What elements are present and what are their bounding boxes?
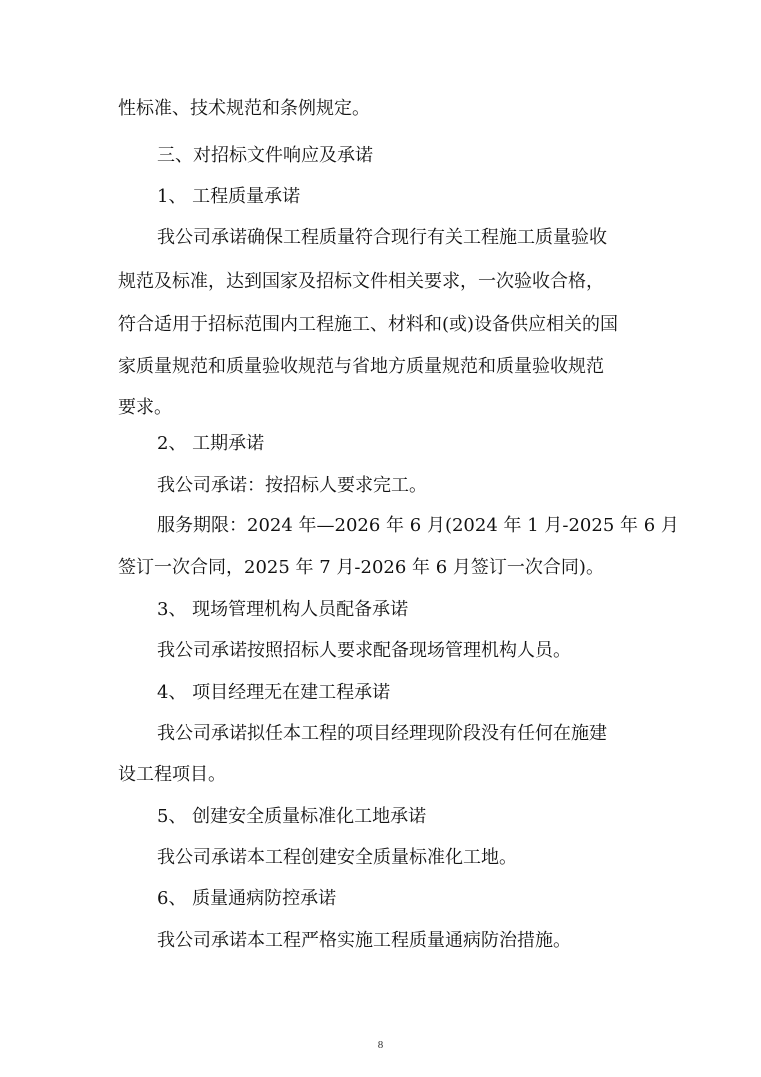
section-heading-bid-response: 三、对招标文件响应及承诺: [157, 145, 373, 166]
subheading-quality-defect-prevention-commitment: 6、 质量通病防控承诺: [157, 888, 337, 909]
body-text-line: 符合适用于招标范围内工程施工、材料和(或)设备供应相关的国: [118, 314, 619, 335]
subheading-schedule-commitment: 2、 工期承诺: [157, 433, 265, 454]
body-text-line: 家质量规范和质量验收规范与省地方质量规范和质量验收规范: [118, 356, 604, 377]
body-text-line: 设工程项目。: [118, 764, 226, 785]
page-number: 8: [377, 1039, 384, 1051]
body-text-line: 规范及标准，达到国家及招标文件相关要求，一次验收合格，: [118, 271, 604, 292]
body-text-line: 我公司承诺拟任本工程的项目经理现阶段没有任何在施建: [157, 723, 607, 744]
body-text-line: 我公司承诺按照招标人要求配备现场管理机构人员。: [157, 640, 571, 661]
service-period-line: 服务期限：2024 年—2026 年 6 月(2024 年 1 月-2025 年 6 月: [157, 515, 679, 536]
paragraph-continuation: 性标准、技术规范和条例规定。: [118, 98, 370, 119]
body-text-line: 我公司承诺本工程创建安全质量标准化工地。: [157, 847, 517, 868]
body-text-line: 我公司承诺：按招标人要求完工。: [157, 475, 427, 496]
subheading-safety-standardization-commitment: 5、 创建安全质量标准化工地承诺: [157, 806, 427, 827]
body-text-line: 我公司承诺确保工程质量符合现行有关工程施工质量验收: [157, 227, 607, 248]
body-text-line: 要求。: [118, 397, 172, 418]
body-text-line: 我公司承诺本工程严格实施工程质量通病防治措施。: [157, 930, 571, 951]
service-period-continuation: 签订一次合同，2025 年 7 月-2026 年 6 月签订一次合同)。: [118, 557, 604, 578]
subheading-project-manager-commitment: 4、 项目经理无在建工程承诺: [157, 682, 391, 703]
subheading-quality-commitment: 1、 工程质量承诺: [157, 186, 301, 207]
subheading-onsite-staff-commitment: 3、 现场管理机构人员配备承诺: [157, 599, 409, 620]
